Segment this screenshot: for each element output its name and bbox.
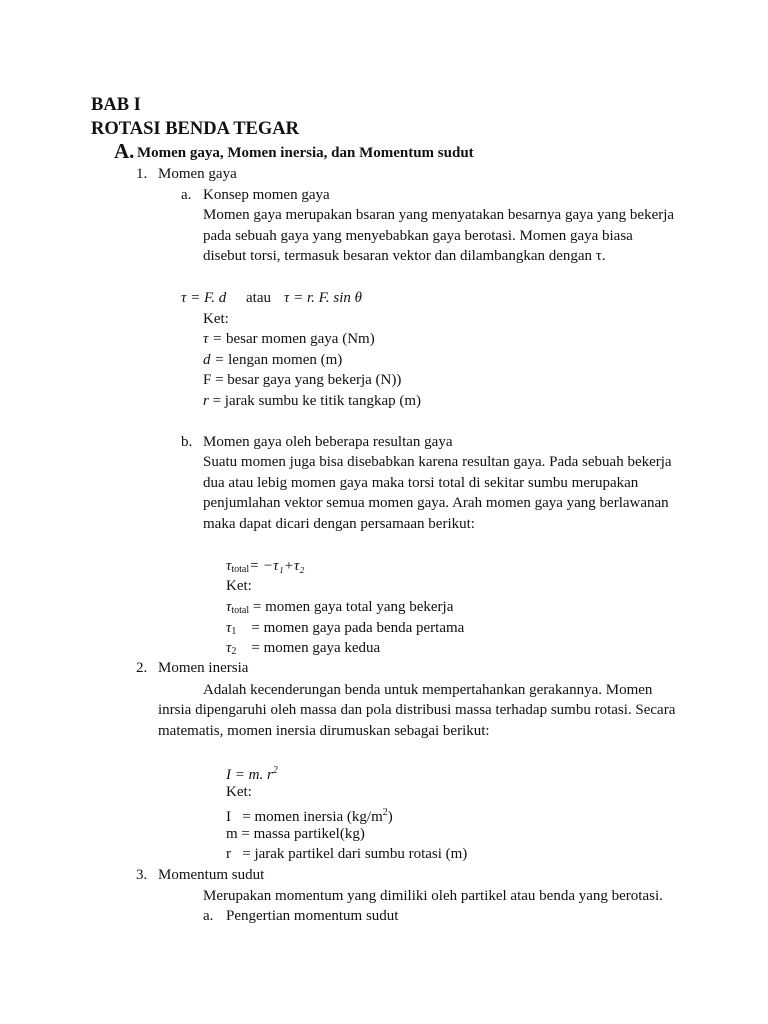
definition: r = jarak sumbu ke titik tangkap (m) xyxy=(203,393,422,409)
item-title: Momentum sudut xyxy=(158,867,265,883)
chapter-number: BAB I xyxy=(91,95,141,115)
sub-letter: b. xyxy=(181,434,193,450)
formula-separator: atau xyxy=(246,290,271,306)
paragraph-line: Suatu momen juga bisa disebabkan karena resultan gaya. Pada sebuah bekerja xyxy=(203,454,672,470)
formula: $\tau_{total}= -\tau_1+\tau_2$ xyxy=(226,558,305,575)
definition: $\tau_2$ = momen gaya kedua xyxy=(226,640,381,657)
formula: τ = F. d xyxy=(181,290,227,306)
section-title: Momen gaya, Momen inersia, dan Momentum sudut xyxy=(137,145,474,161)
list-number: 2. xyxy=(136,660,148,676)
paragraph-line: dua atau lebig momen gaya maka torsi total di sekitar sumbu merupakan xyxy=(203,475,639,491)
sub-letter: a. xyxy=(181,187,192,203)
definition: $\tau_{total}$ = momen gaya total yang bekerja xyxy=(226,599,454,616)
paragraph-line: maka dapat dicari dengan persamaan berikut: xyxy=(203,516,475,532)
sub-title: Momen gaya oleh beberapa resultan gaya xyxy=(203,434,453,450)
item-title: Momen gaya xyxy=(158,166,237,182)
list-number: 3. xyxy=(136,867,148,883)
sub-title: Konsep momen gaya xyxy=(203,187,330,203)
paragraph-line: Momen gaya merupakan bsaran yang menyatakan besarnya gaya yang bekerja xyxy=(203,207,675,223)
definition: I = momen inersia $(kg/m^2)$ xyxy=(226,807,393,825)
ket-label: Ket: xyxy=(226,578,252,594)
ket-label: Ket: xyxy=(203,311,229,327)
definition: d = lengan momen (m) xyxy=(203,352,343,368)
formula: τ = r. F. sin θ xyxy=(284,290,363,306)
paragraph-line: Merupakan momentum yang dimiliki oleh partikel atau benda yang berotasi. xyxy=(203,888,663,904)
chapter-title: ROTASI BENDA TEGAR xyxy=(91,119,300,139)
sub-title: Pengertian momentum sudut xyxy=(226,908,399,924)
definition: F = besar gaya yang bekerja (N)) xyxy=(203,372,402,388)
paragraph-line: pada sebuah gaya yang menyebabkan gaya berotasi. Momen gaya biasa xyxy=(203,228,633,244)
paragraph-line: disebut torsi, termasuk besaran vektor dan dilambangkan dengan τ. xyxy=(203,248,606,264)
item-title: Momen inersia xyxy=(158,660,249,676)
paragraph-line: penjumlahan vektor semua momen gaya. Arah momen gaya yang berlawanan xyxy=(203,495,669,511)
definition: m = massa partikel(kg) xyxy=(226,826,365,842)
ket-label: Ket: xyxy=(226,784,252,800)
formula: I = m. $r^2$ xyxy=(226,765,278,783)
paragraph-line: inrsia dipengaruhi oleh massa dan pola distribusi massa terhadap sumbu rotasi. Secara xyxy=(158,702,676,718)
list-number: 1. xyxy=(136,166,148,182)
paragraph-line: matematis, momen inersia dirumuskan sebagai berikut: xyxy=(158,723,490,739)
definition: r = jarak partikel dari sumbu rotasi (m) xyxy=(226,846,468,862)
paragraph-line: Adalah kecenderungan benda untuk mempertahankan gerakannya. Momen xyxy=(203,682,653,698)
definition: $\tau_1$ = momen gaya pada benda pertama xyxy=(226,620,465,637)
section-letter: A. xyxy=(114,139,135,163)
definition: τ = besar momen gaya (Nm) xyxy=(203,331,375,347)
sub-letter: a. xyxy=(203,908,214,924)
